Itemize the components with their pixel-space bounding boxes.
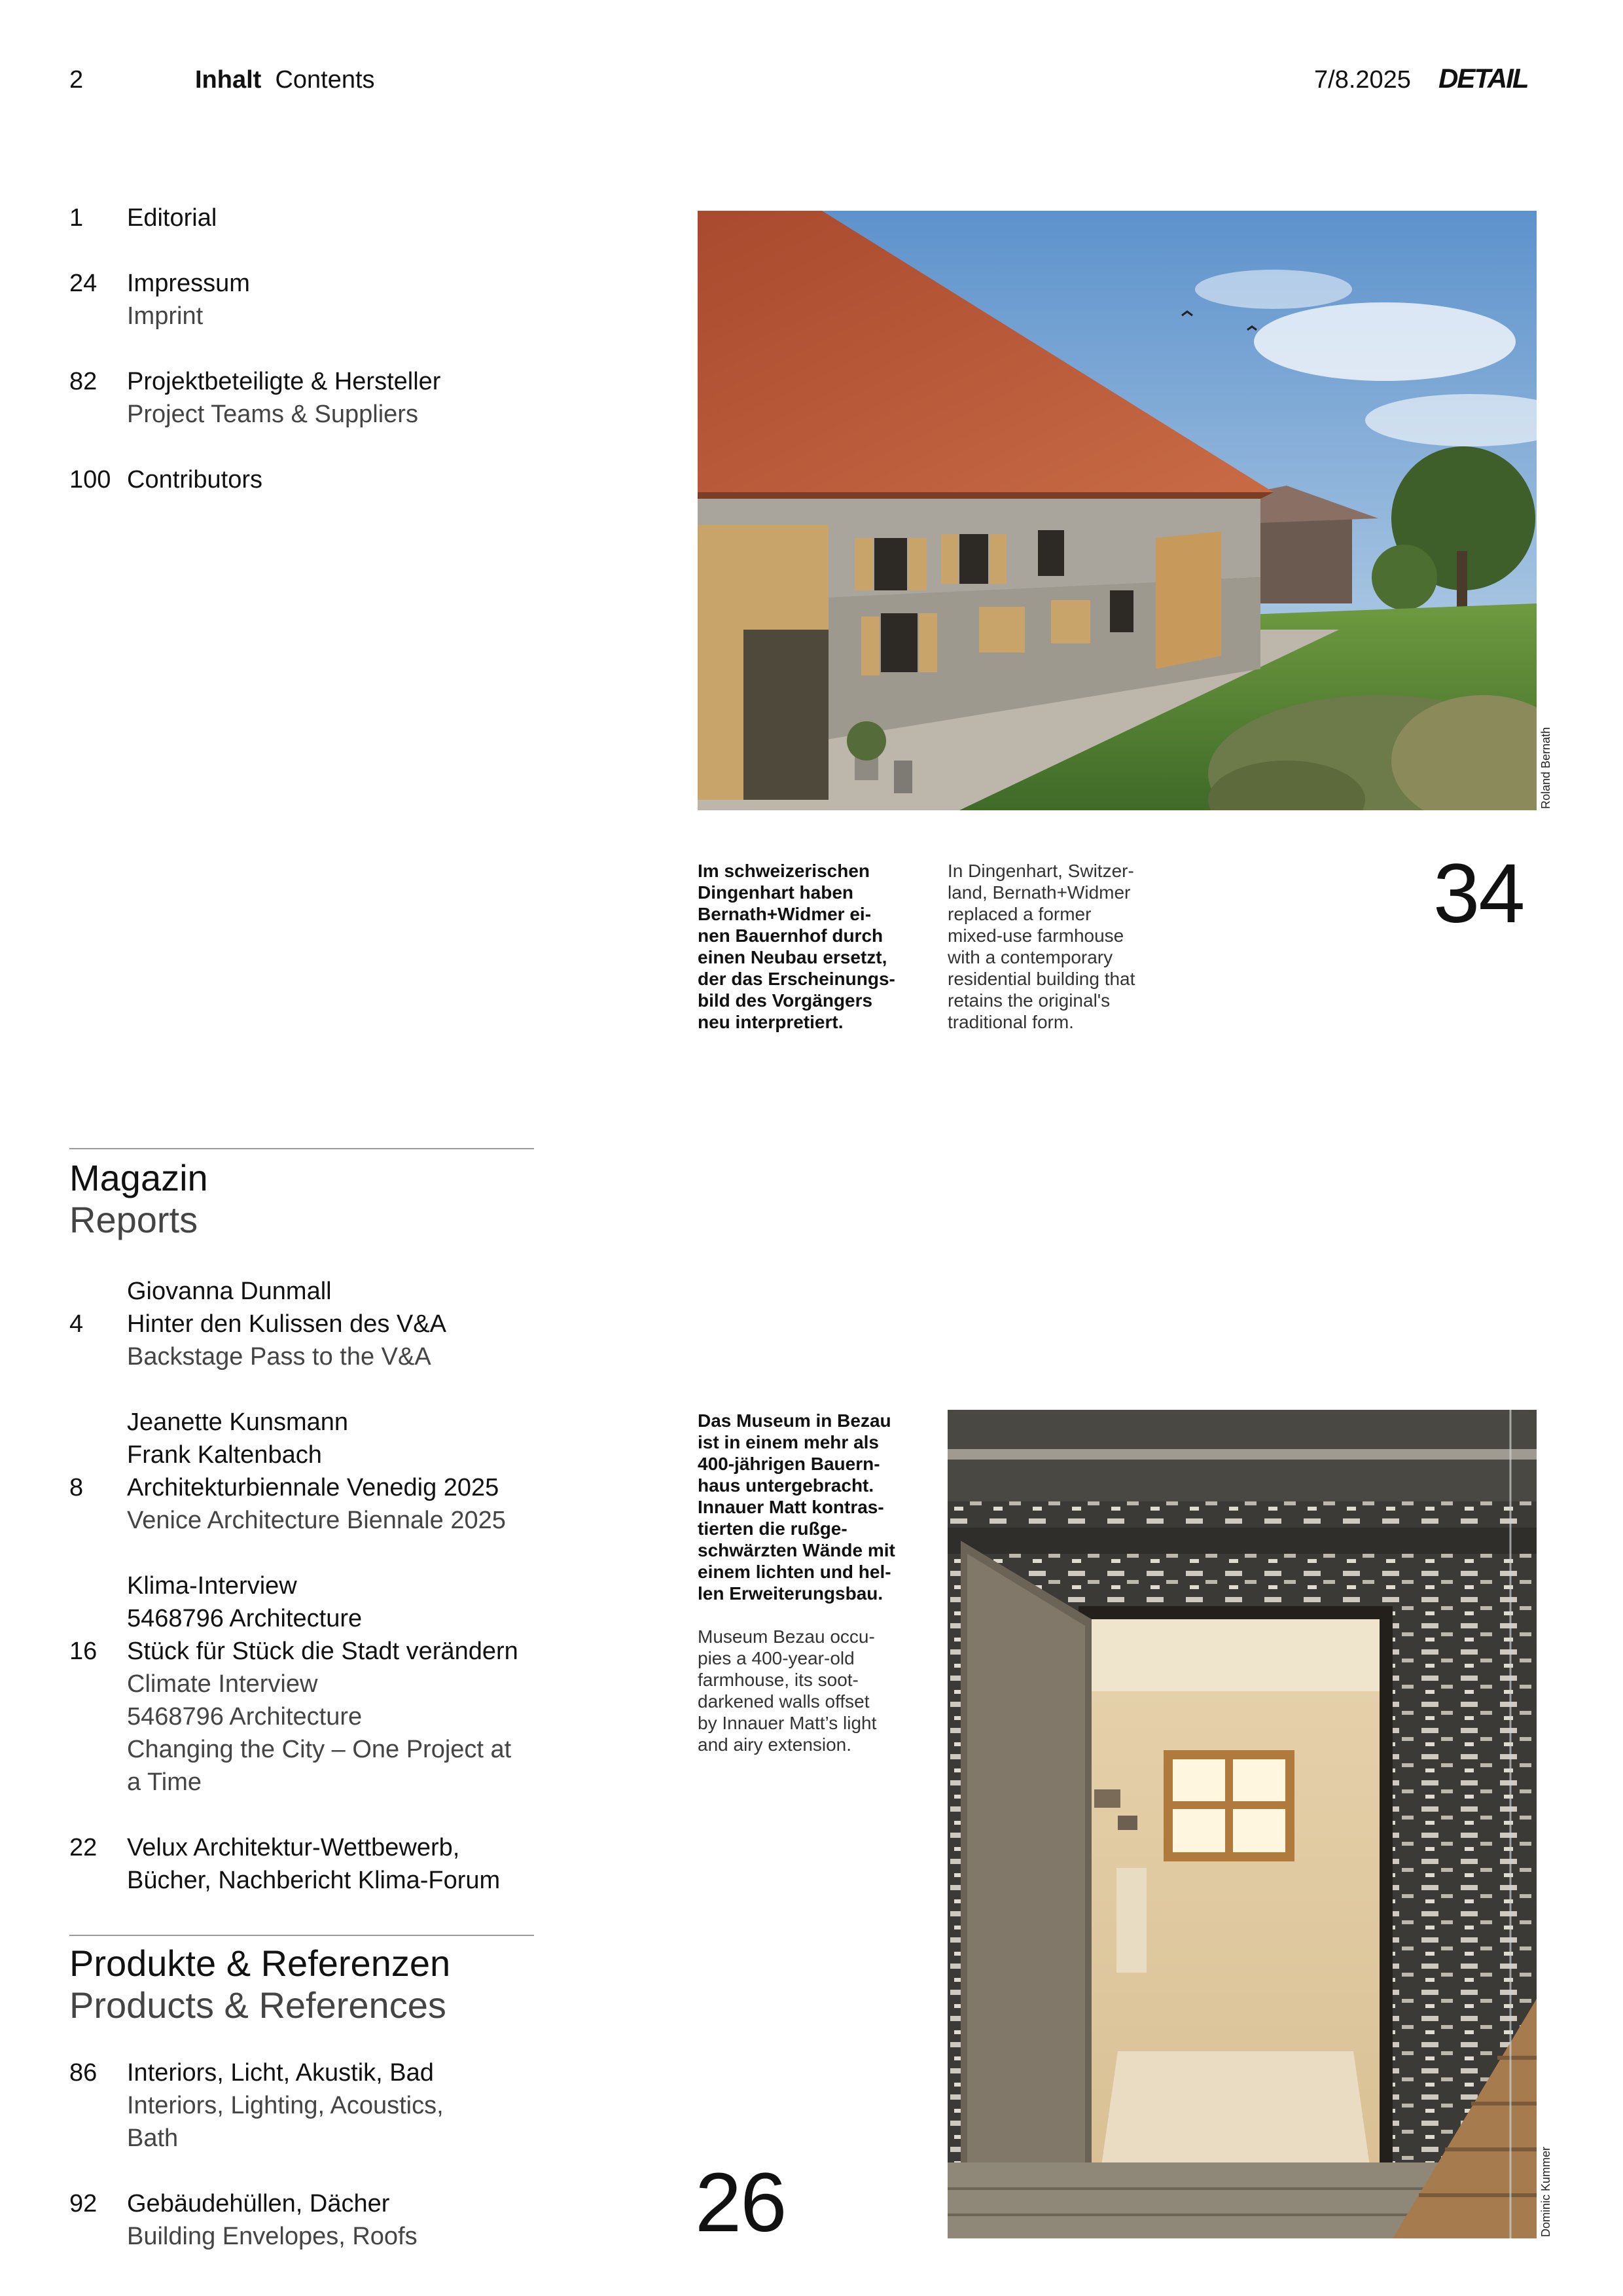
toc-title-en: Interiors, Lighting, Acoustics, xyxy=(127,2092,444,2119)
toc-author: Frank Kaltenbach xyxy=(127,1441,322,1469)
toc-kicker: Klima-Interview xyxy=(127,1572,297,1600)
caption-de-34 xyxy=(698,860,920,1033)
caption-en-26 xyxy=(698,1626,933,1755)
toc-entry[interactable] xyxy=(69,1831,541,1897)
toc-entry[interactable] xyxy=(69,1406,541,1537)
caption-line: tierten die rußge- xyxy=(698,1518,847,1539)
toc-title-en: Project Teams & Suppliers xyxy=(127,401,418,428)
caption-line: land, Bernath+Widmer xyxy=(948,882,1131,903)
feature-page-number-26[interactable]: 26 xyxy=(695,2156,786,2250)
detail-logo: DETAIL xyxy=(1438,63,1528,94)
caption-line: Das Museum in Bezau xyxy=(698,1410,891,1431)
caption-line: by Innauer Matt’s light xyxy=(698,1713,877,1733)
toc-entry[interactable] xyxy=(69,365,541,431)
caption-line: darkened walls offset xyxy=(698,1691,870,1712)
toc-title-en: Backstage Pass to the V&A xyxy=(127,1343,431,1371)
produkte-list xyxy=(69,2056,541,2286)
caption-line: mixed-use farmhouse xyxy=(948,925,1124,946)
feature-page-number-34[interactable]: 34 xyxy=(1433,847,1524,941)
farmhouse-photo[interactable] xyxy=(698,211,1537,810)
section-divider xyxy=(69,1935,534,1936)
section-title-de: Produkte & Referenzen xyxy=(69,1943,451,1984)
caption-line: farmhouse, its soot- xyxy=(698,1670,859,1690)
toc-entry[interactable] xyxy=(69,1570,541,1799)
toc-author: Giovanna Dunmall xyxy=(127,1278,332,1305)
caption-line: einem lichten und hel- xyxy=(698,1562,891,1582)
toc-title-de: Projektbeteiligte & Hersteller xyxy=(127,368,441,395)
toc-title-de: Contributors xyxy=(127,466,262,493)
toc-page-number: 8 xyxy=(69,1474,84,1501)
toc-title-en: Bath xyxy=(127,2125,179,2152)
toc-title-en: Imprint xyxy=(127,302,204,330)
toc-page-number: 86 xyxy=(69,2059,98,2087)
caption-line: Dingenhart haben xyxy=(698,882,854,903)
caption-line: and airy extension. xyxy=(698,1734,852,1755)
caption-line: len Erweiterungsbau. xyxy=(698,1583,883,1604)
toc-page-number: 82 xyxy=(69,368,98,395)
section-heading-en: Contents xyxy=(275,66,375,94)
caption-en-34 xyxy=(948,860,1183,1033)
toc-title-de: Bücher, Nachbericht Klima-Forum xyxy=(127,1867,501,1894)
section-divider xyxy=(69,1148,534,1149)
section-heading-de: Inhalt xyxy=(195,66,262,94)
toc-entry[interactable] xyxy=(69,463,541,496)
toc-page-number: 100 xyxy=(69,466,111,493)
toc-title-en: a Time xyxy=(127,1768,202,1796)
toc-title-de: Velux Architektur-Wettbewerb, xyxy=(127,1834,460,1861)
issue-number: 7/8.2025 xyxy=(1314,66,1411,94)
produkte-section-title xyxy=(69,1943,450,2026)
photo-credit-34: Roland Bernath xyxy=(1539,726,1552,809)
section-title-en: Products & References xyxy=(69,1984,446,2026)
museum-interior-photo[interactable] xyxy=(948,1410,1537,2238)
toc-page-number: 1 xyxy=(69,204,84,232)
page-number: 2 xyxy=(69,66,84,94)
toc-title-de: Architekturbiennale Venedig 2025 xyxy=(127,1474,499,1501)
caption-line: schwärzten Wände mit xyxy=(698,1540,895,1560)
toc-entry[interactable] xyxy=(69,267,541,332)
toc-entry[interactable] xyxy=(69,2056,541,2155)
toc-entry[interactable] xyxy=(69,202,541,234)
toc-title-de: Impressum xyxy=(127,270,250,297)
farmhouse-illustration xyxy=(698,211,1537,810)
toc-title-en: Changing the City – One Project at xyxy=(127,1736,512,1763)
section-heading xyxy=(195,64,375,96)
toc-entry[interactable] xyxy=(69,2187,541,2253)
toc-page-number: 4 xyxy=(69,1310,84,1338)
caption-line: retains the original's xyxy=(948,990,1111,1011)
toc-title-de: Gebäudehüllen, Dächer xyxy=(127,2190,390,2217)
caption-line: In Dingenhart, Switzer- xyxy=(948,861,1134,881)
toc-title-de: Editorial xyxy=(127,204,217,232)
toc-page-number: 24 xyxy=(69,270,98,297)
caption-line: haus untergebracht. xyxy=(698,1475,874,1496)
toc-page-number: 16 xyxy=(69,1638,98,1665)
caption-line: Museum Bezau occu- xyxy=(698,1626,875,1647)
caption-line: with a contemporary xyxy=(948,947,1113,967)
toc-title-en: Building Envelopes, Roofs xyxy=(127,2223,418,2250)
caption-line: ist in einem mehr als xyxy=(698,1432,879,1452)
caption-line: Im schweizerischen xyxy=(698,861,870,881)
caption-line: einen Neubau ersetzt, xyxy=(698,947,887,967)
toc-title-en: 5468796 Architecture xyxy=(127,1703,363,1731)
section-title-de: Magazin xyxy=(69,1157,208,1198)
caption-de-26 xyxy=(698,1410,920,1604)
toc-title-de: Interiors, Licht, Akustik, Bad xyxy=(127,2059,434,2087)
toc-author: 5468796 Architecture xyxy=(127,1605,363,1632)
magazin-section-title xyxy=(69,1157,208,1241)
caption-line: traditional form. xyxy=(948,1012,1074,1032)
caption-line: bild des Vorgängers xyxy=(698,990,873,1011)
toc-entry[interactable] xyxy=(69,1275,541,1373)
section-title-en: Reports xyxy=(69,1199,198,1240)
caption-line: der das Erscheinungs- xyxy=(698,969,895,989)
toc-page-number: 22 xyxy=(69,1834,98,1861)
museum-illustration xyxy=(948,1410,1537,2238)
toc-title-en: Venice Architecture Biennale 2025 xyxy=(127,1507,506,1534)
caption-line: 400-jährigen Bauern- xyxy=(698,1454,880,1474)
caption-line: Bernath+Widmer ei- xyxy=(698,904,872,924)
toc-author: Jeanette Kunsmann xyxy=(127,1408,349,1436)
caption-line: Innauer Matt kontras- xyxy=(698,1497,884,1517)
photo-credit-26: Dominic Kummer xyxy=(1539,2146,1552,2237)
toc-title-de: Hinter den Kulissen des V&A xyxy=(127,1310,446,1338)
toc-page-number: 92 xyxy=(69,2190,98,2217)
caption-line: replaced a former xyxy=(948,904,1092,924)
caption-line: residential building that xyxy=(948,969,1135,989)
caption-line: nen Bauernhof durch xyxy=(698,925,883,946)
caption-line: neu interpretiert. xyxy=(698,1012,844,1032)
magazin-list xyxy=(69,1275,541,1929)
caption-line: pies a 400-year-old xyxy=(698,1648,855,1668)
toc-top-list xyxy=(69,202,541,529)
toc-title-de: Stück für Stück die Stadt verändern xyxy=(127,1638,518,1665)
toc-title-en: Climate Interview xyxy=(127,1670,318,1698)
